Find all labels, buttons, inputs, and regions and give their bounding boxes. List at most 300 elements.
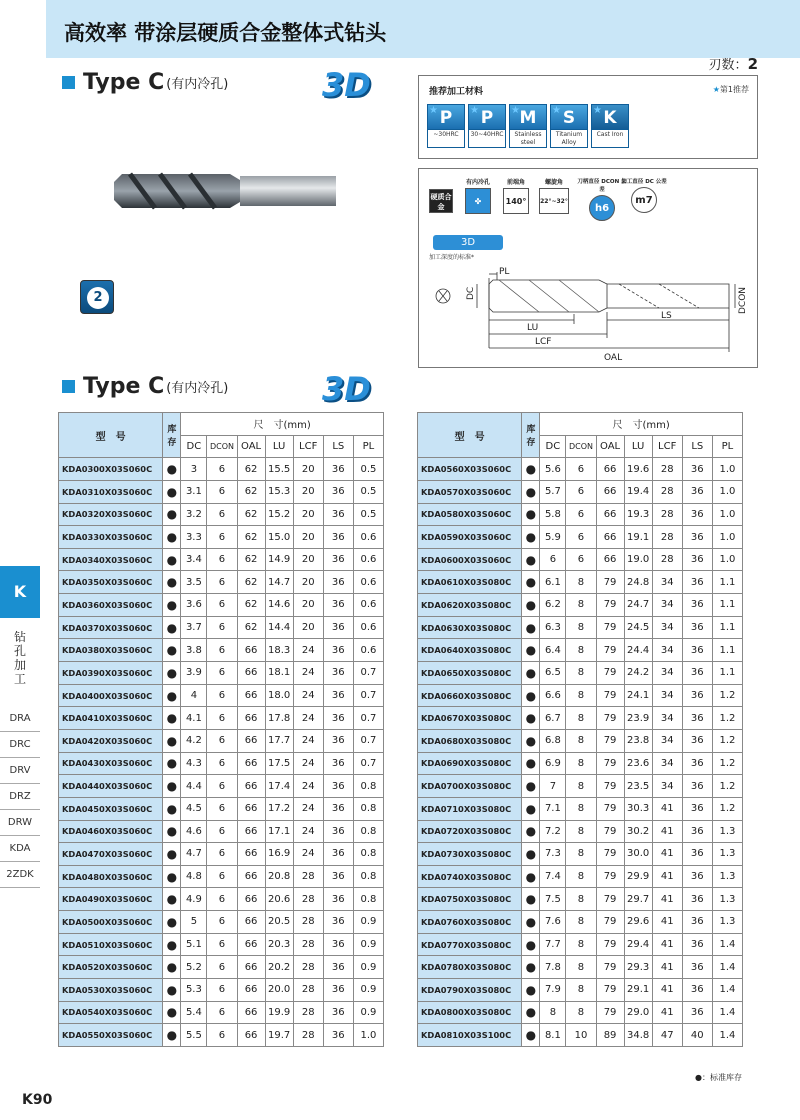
model-cell: KDA0610X03S080C: [418, 571, 522, 594]
dimension-diagram: [429, 264, 749, 364]
value-cell: 8: [566, 797, 596, 820]
stock-cell: ●: [522, 707, 540, 730]
value-cell: 66: [596, 526, 624, 549]
page-number: K90: [22, 1092, 53, 1108]
table-row: [418, 775, 743, 798]
stock-cell: ●: [522, 639, 540, 662]
value-cell: 36: [682, 956, 712, 979]
value-cell: 20: [293, 571, 323, 594]
value-cell: 5.7: [540, 480, 566, 503]
value-cell: 36: [323, 707, 353, 730]
model-cell: KDA0500X03S060C: [59, 911, 163, 934]
spec-table-left: [58, 412, 384, 1047]
value-cell: 66: [237, 1024, 265, 1047]
value-cell: 7: [540, 775, 566, 798]
value-cell: 6.2: [540, 594, 566, 617]
value-cell: 36: [682, 820, 712, 843]
value-cell: 3.4: [181, 548, 207, 571]
value-cell: 4.5: [181, 797, 207, 820]
sidebar-tab-k[interactable]: K: [0, 566, 40, 618]
stock-cell: ●: [163, 526, 181, 549]
value-cell: 6: [566, 458, 596, 481]
value-cell: 5.1: [181, 933, 207, 956]
value-cell: 7.2: [540, 820, 566, 843]
value-cell: 24: [293, 639, 323, 662]
value-cell: 36: [682, 458, 712, 481]
sidebar-item-drz[interactable]: DRZ: [0, 784, 40, 810]
value-cell: 1.4: [712, 1024, 742, 1047]
value-cell: 24.1: [624, 684, 652, 707]
model-cell: KDA0770X03S080C: [418, 933, 522, 956]
value-cell: 79: [596, 594, 624, 617]
value-cell: 4.3: [181, 752, 207, 775]
spec-diagram-box: [418, 168, 758, 368]
stock-cell: ●: [163, 639, 181, 662]
table-row: [418, 843, 743, 866]
value-cell: 66: [237, 1001, 265, 1024]
value-cell: 89: [596, 1024, 624, 1047]
value-cell: 29.0: [624, 1001, 652, 1024]
value-cell: 17.7: [265, 729, 293, 752]
value-cell: 20.5: [265, 911, 293, 934]
feature-point-angle: 前端角 140°: [503, 177, 529, 214]
value-cell: 4.7: [181, 843, 207, 866]
table-row: [59, 797, 384, 820]
page-title: 高效率 带涂层硬质合金整体式钻头: [64, 21, 387, 45]
value-cell: 0.8: [353, 865, 383, 888]
value-cell: 28: [652, 458, 682, 481]
value-cell: 23.8: [624, 729, 652, 752]
value-cell: 7.4: [540, 865, 566, 888]
value-cell: 6.4: [540, 639, 566, 662]
value-cell: 66: [237, 865, 265, 888]
dim-oal: OAL: [604, 353, 623, 363]
sidebar-item-drv[interactable]: DRV: [0, 758, 40, 784]
value-cell: 20.3: [265, 933, 293, 956]
value-cell: 36: [323, 548, 353, 571]
value-cell: 1.0: [712, 458, 742, 481]
value-cell: 17.8: [265, 707, 293, 730]
value-cell: 66: [237, 684, 265, 707]
value-cell: 24: [293, 662, 323, 685]
value-cell: 24.7: [624, 594, 652, 617]
value-cell: 4.2: [181, 729, 207, 752]
value-cell: 28: [652, 503, 682, 526]
value-cell: 41: [652, 933, 682, 956]
table-row: [418, 594, 743, 617]
value-cell: 6: [207, 458, 237, 481]
table-row: [418, 911, 743, 934]
value-cell: 6: [207, 933, 237, 956]
table-row: [418, 707, 743, 730]
value-cell: 0.9: [353, 911, 383, 934]
value-cell: 1.4: [712, 979, 742, 1002]
feature-coolant: 有内冷孔 ✤: [465, 177, 491, 214]
value-cell: 36: [323, 526, 353, 549]
value-cell: 36: [323, 1001, 353, 1024]
stock-cell: ●: [522, 1024, 540, 1047]
dim-dcon: DCON: [738, 286, 748, 314]
value-cell: 34.8: [624, 1024, 652, 1047]
value-cell: 36: [323, 979, 353, 1002]
value-cell: 0.8: [353, 797, 383, 820]
materials-list: [427, 104, 629, 148]
sidebar-item-dra[interactable]: DRA: [0, 706, 40, 732]
header-col: DCON: [566, 435, 596, 458]
value-cell: 3.5: [181, 571, 207, 594]
value-cell: 28: [293, 1024, 323, 1047]
value-cell: 6: [207, 865, 237, 888]
stock-cell: ●: [163, 775, 181, 798]
value-cell: 3.6: [181, 594, 207, 617]
value-cell: 0.7: [353, 707, 383, 730]
table-row: [418, 662, 743, 685]
model-cell: KDA0380X03S060C: [59, 639, 163, 662]
value-cell: 6: [566, 503, 596, 526]
value-cell: 5.6: [540, 458, 566, 481]
value-cell: 20: [293, 503, 323, 526]
value-cell: 36: [682, 979, 712, 1002]
value-cell: 17.5: [265, 752, 293, 775]
value-cell: 24.5: [624, 616, 652, 639]
value-cell: 66: [237, 752, 265, 775]
value-cell: 0.6: [353, 526, 383, 549]
value-cell: 34: [652, 639, 682, 662]
value-cell: 5.4: [181, 1001, 207, 1024]
stock-cell: ●: [163, 797, 181, 820]
depth-badge-2: 3D: [322, 370, 371, 408]
value-cell: 6: [207, 503, 237, 526]
value-cell: 36: [323, 503, 353, 526]
value-cell: 79: [596, 662, 624, 685]
model-cell: KDA0480X03S060C: [59, 865, 163, 888]
value-cell: 5.8: [540, 503, 566, 526]
value-cell: 8: [566, 616, 596, 639]
value-cell: 1.1: [712, 639, 742, 662]
value-cell: 19.1: [624, 526, 652, 549]
table-row: [59, 594, 384, 617]
value-cell: 66: [237, 775, 265, 798]
value-cell: 36: [682, 1001, 712, 1024]
value-cell: 6: [207, 548, 237, 571]
value-cell: 36: [323, 571, 353, 594]
value-cell: 0.5: [353, 480, 383, 503]
two-flute-icon: 2: [80, 280, 114, 314]
value-cell: 79: [596, 616, 624, 639]
material-s: ★ S Titanium Alloy: [550, 104, 588, 148]
value-cell: 8: [566, 684, 596, 707]
value-cell: 1.4: [712, 933, 742, 956]
stock-cell: ●: [163, 933, 181, 956]
value-cell: 24: [293, 684, 323, 707]
value-cell: 1.4: [712, 956, 742, 979]
value-cell: 8: [566, 979, 596, 1002]
model-cell: KDA0630X03S080C: [418, 616, 522, 639]
value-cell: 0.7: [353, 729, 383, 752]
value-cell: 0.7: [353, 662, 383, 685]
value-cell: 6: [207, 707, 237, 730]
coolant-icon: ✤: [465, 188, 491, 214]
section-heading-1: Type C (有内冷孔): [62, 70, 228, 95]
value-cell: 1.1: [712, 594, 742, 617]
value-cell: 3.2: [181, 503, 207, 526]
value-cell: 8: [566, 594, 596, 617]
header-col: LCF: [293, 435, 323, 458]
table-row: [418, 752, 743, 775]
value-cell: 0.6: [353, 571, 383, 594]
value-cell: 36: [682, 526, 712, 549]
value-cell: 79: [596, 797, 624, 820]
value-cell: 79: [596, 820, 624, 843]
value-cell: 41: [652, 979, 682, 1002]
model-cell: KDA0540X03S060C: [59, 1001, 163, 1024]
model-cell: KDA0640X03S080C: [418, 639, 522, 662]
stock-cell: ●: [163, 458, 181, 481]
value-cell: 15.2: [265, 503, 293, 526]
value-cell: 36: [323, 684, 353, 707]
model-cell: KDA0320X03S060C: [59, 503, 163, 526]
table-row: [59, 752, 384, 775]
value-cell: 19.9: [265, 1001, 293, 1024]
value-cell: 62: [237, 616, 265, 639]
model-cell: KDA0530X03S060C: [59, 979, 163, 1002]
value-cell: 24: [293, 752, 323, 775]
value-cell: 1.2: [712, 684, 742, 707]
value-cell: 34: [652, 752, 682, 775]
value-cell: 4.8: [181, 865, 207, 888]
value-cell: 1.2: [712, 797, 742, 820]
table-row: [418, 729, 743, 752]
value-cell: 1.2: [712, 752, 742, 775]
value-cell: 40: [682, 1024, 712, 1047]
value-cell: 6: [566, 480, 596, 503]
value-cell: 29.7: [624, 888, 652, 911]
stock-cell: ●: [163, 911, 181, 934]
value-cell: 8: [566, 956, 596, 979]
model-cell: KDA0570X03S060C: [418, 480, 522, 503]
value-cell: 30.2: [624, 820, 652, 843]
materials-note: ★第1推荐: [712, 85, 749, 94]
value-cell: 28: [293, 1001, 323, 1024]
value-cell: 4.9: [181, 888, 207, 911]
value-cell: 66: [237, 888, 265, 911]
value-cell: 6: [207, 684, 237, 707]
value-cell: 23.6: [624, 752, 652, 775]
value-cell: 36: [323, 458, 353, 481]
model-cell: KDA0410X03S060C: [59, 707, 163, 730]
value-cell: 66: [237, 933, 265, 956]
value-cell: 17.2: [265, 797, 293, 820]
value-cell: 66: [237, 843, 265, 866]
value-cell: 0.8: [353, 775, 383, 798]
value-cell: 5.5: [181, 1024, 207, 1047]
value-cell: 79: [596, 571, 624, 594]
table-row: [59, 911, 384, 934]
material-k: ★ K Cast Iron: [591, 104, 629, 148]
value-cell: 36: [682, 865, 712, 888]
value-cell: 66: [237, 639, 265, 662]
value-cell: 28: [293, 933, 323, 956]
value-cell: 62: [237, 480, 265, 503]
model-cell: KDA0470X03S060C: [59, 843, 163, 866]
header-stock: 库存: [522, 413, 540, 458]
model-cell: KDA0700X03S080C: [418, 775, 522, 798]
value-cell: 7.3: [540, 843, 566, 866]
value-cell: 20.0: [265, 979, 293, 1002]
materials-heading: 推荐加工材料: [429, 87, 484, 97]
value-cell: 62: [237, 594, 265, 617]
value-cell: 14.6: [265, 594, 293, 617]
table-row: [59, 480, 384, 503]
value-cell: 6: [207, 616, 237, 639]
stock-cell: ●: [163, 979, 181, 1002]
stock-cell: ●: [522, 548, 540, 571]
value-cell: 62: [237, 548, 265, 571]
value-cell: 79: [596, 752, 624, 775]
model-cell: KDA0580X03S060C: [418, 503, 522, 526]
model-cell: KDA0650X03S080C: [418, 662, 522, 685]
value-cell: 6: [207, 956, 237, 979]
value-cell: 3.1: [181, 480, 207, 503]
value-cell: 79: [596, 843, 624, 866]
table-row: [418, 503, 743, 526]
value-cell: 28: [293, 911, 323, 934]
value-cell: 6: [207, 752, 237, 775]
material-m: ★ M Stainless steel: [509, 104, 547, 148]
table-row: [418, 797, 743, 820]
value-cell: 0.5: [353, 458, 383, 481]
feature-helix-angle: 螺旋角 22°~32°: [539, 177, 569, 214]
value-cell: 1.0: [712, 526, 742, 549]
carbide-icon: 硬质合金: [429, 187, 453, 213]
value-cell: 66: [596, 458, 624, 481]
value-cell: 8: [566, 820, 596, 843]
model-cell: KDA0670X03S080C: [418, 707, 522, 730]
value-cell: 36: [682, 662, 712, 685]
value-cell: 6.6: [540, 684, 566, 707]
value-cell: 1.3: [712, 843, 742, 866]
value-cell: 0.8: [353, 820, 383, 843]
value-cell: 6.7: [540, 707, 566, 730]
value-cell: 1.2: [712, 707, 742, 730]
value-cell: 4.4: [181, 775, 207, 798]
value-cell: 8: [566, 707, 596, 730]
model-cell: KDA0430X03S060C: [59, 752, 163, 775]
value-cell: 36: [323, 865, 353, 888]
sidebar-item-2zdk[interactable]: 2ZDK: [0, 862, 40, 888]
value-cell: 6.9: [540, 752, 566, 775]
header-col: DC: [540, 435, 566, 458]
dim-dc: DC: [466, 286, 476, 300]
value-cell: 19.4: [624, 480, 652, 503]
stock-cell: ●: [522, 480, 540, 503]
value-cell: 19.6: [624, 458, 652, 481]
sidebar-item-kda[interactable]: KDA: [0, 836, 40, 862]
table-row: [59, 729, 384, 752]
sidebar-vertical-label: 钻孔加工: [13, 630, 26, 686]
depth-note: 加工深度的标准*: [429, 254, 475, 261]
value-cell: 36: [323, 820, 353, 843]
value-cell: 6: [207, 979, 237, 1002]
value-cell: 28: [652, 480, 682, 503]
value-cell: 1.0: [712, 548, 742, 571]
depth-badge-1: 3D: [322, 66, 371, 104]
sidebar-item-drc[interactable]: DRC: [0, 732, 40, 758]
value-cell: 41: [652, 911, 682, 934]
section-heading-2: Type C (有内冷孔): [62, 374, 228, 399]
model-cell: KDA0660X03S080C: [418, 684, 522, 707]
model-cell: KDA0710X03S080C: [418, 797, 522, 820]
value-cell: 6: [207, 639, 237, 662]
stock-cell: ●: [163, 571, 181, 594]
drill-image: [110, 168, 340, 212]
value-cell: 24.2: [624, 662, 652, 685]
value-cell: 36: [682, 503, 712, 526]
stock-cell: ●: [522, 752, 540, 775]
value-cell: 36: [682, 684, 712, 707]
dim-lcf: LCF: [535, 337, 552, 347]
stock-cell: ●: [163, 662, 181, 685]
header-size: 尺 寸(mm): [540, 413, 743, 436]
model-cell: KDA0600X03S060C: [418, 548, 522, 571]
value-cell: 7.6: [540, 911, 566, 934]
table-row: [418, 458, 743, 481]
value-cell: 79: [596, 1001, 624, 1024]
header-col: LCF: [652, 435, 682, 458]
value-cell: 15.3: [265, 480, 293, 503]
value-cell: 1.0: [712, 480, 742, 503]
stock-cell: ●: [522, 684, 540, 707]
value-cell: 41: [652, 797, 682, 820]
value-cell: 36: [682, 797, 712, 820]
value-cell: 36: [323, 888, 353, 911]
value-cell: 34: [652, 684, 682, 707]
value-cell: 14.9: [265, 548, 293, 571]
value-cell: 36: [682, 752, 712, 775]
value-cell: 6: [566, 548, 596, 571]
model-cell: KDA0690X03S080C: [418, 752, 522, 775]
value-cell: 8: [566, 729, 596, 752]
value-cell: 34: [652, 662, 682, 685]
model-cell: KDA0510X03S060C: [59, 933, 163, 956]
header-model: 型 号: [59, 413, 163, 458]
value-cell: 1.1: [712, 662, 742, 685]
sidebar-item-drw[interactable]: DRW: [0, 810, 40, 836]
model-cell: KDA0390X03S060C: [59, 662, 163, 685]
stock-cell: ●: [522, 911, 540, 934]
value-cell: 24: [293, 707, 323, 730]
value-cell: 36: [323, 594, 353, 617]
model-cell: KDA0310X03S060C: [59, 480, 163, 503]
model-cell: KDA0520X03S060C: [59, 956, 163, 979]
value-cell: 79: [596, 888, 624, 911]
value-cell: 41: [652, 956, 682, 979]
value-cell: 20.2: [265, 956, 293, 979]
value-cell: 3.8: [181, 639, 207, 662]
value-cell: 0.9: [353, 1001, 383, 1024]
dim-ls: LS: [661, 311, 672, 321]
value-cell: 6.3: [540, 616, 566, 639]
dim-lu: LU: [527, 323, 539, 333]
table-row: [418, 639, 743, 662]
value-cell: 30.0: [624, 843, 652, 866]
stock-legend: ●：标准库存: [695, 1073, 742, 1082]
value-cell: 36: [682, 729, 712, 752]
value-cell: 36: [323, 752, 353, 775]
stock-cell: ●: [163, 956, 181, 979]
value-cell: 36: [682, 616, 712, 639]
stock-cell: ●: [522, 503, 540, 526]
